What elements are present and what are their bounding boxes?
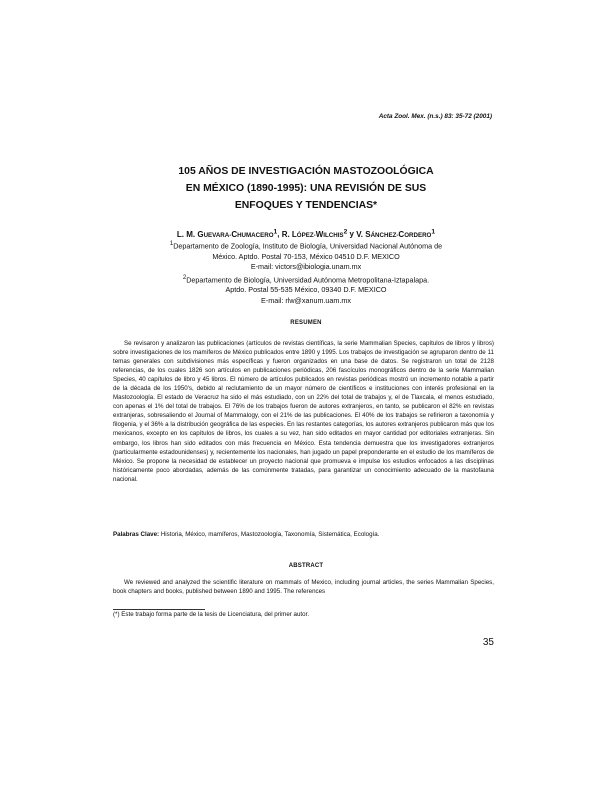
author-2: R. LÓPEZ-WILCHIS$^2$ [281,228,348,239]
abstract-heading: ABSTRACT [288,563,324,569]
keywords-label: Palabras Clave: [113,531,160,538]
title-line: EN MÉXICO (1890-1995): UNA REVISIÓN DE SUS [185,183,427,194]
keywords-value: Historia, México, mamíferos, Mastozoología, Taxonomía, Sistemática, Ecología. [159,531,380,538]
page-number: 35 [482,637,494,648]
affiliation-1-line: $^1$Departamento de Zoología, Instituto de Biología, Universidad Nacional Autónoma de [169,241,443,251]
abstract-paragraph: We reviewed and analyzed the scientific literature on mammals of Mexico, including journal articles, the series Mammalian Species, book chapters and books, published between 1890 and 1995. The references [113,579,494,596]
journal-reference: Acta Zool. Mex. (n.s.) 83: 35-72 (2001) [378,113,492,120]
author-1: L. M. GUEVARA-CHUMACERO$^1$ [176,228,278,239]
author-3: V. SÁNCHEZ-CORDERO$^1$ [356,228,436,239]
title-line: ENFOQUES Y TENDENCIAS* [234,200,378,211]
abstract-body [113,578,494,596]
footnote-rule [113,609,205,610]
author-affiliations [118,239,494,306]
resumen-heading: RESUMEN [290,320,322,326]
affiliation-2-email: E-mail: rlw@xanum.uam.mx [261,295,351,305]
affiliation-1-email: E-mail: victors@ibiologia.unam.mx [250,262,362,272]
affiliation-2-address: Aptdo. Postal 55-535 México, 09340 D.F. MEXICO [225,285,387,295]
resumen-paragraph: Se revisaron y analizaron las publicaciones (artículos de revistas científicas, la serie Mammalian Species, capítulos de libros y libros) sobre investigaciones de los mamíferos de México publicados entre 1890 y 1995. Los trabajos de investigación se agruparon dentro de 11 temas generales con subdivisiones más específicas y fueron organizados en una base de datos. Se registraron un total de 2128 referencias, de los cuales 1826 son artículos en publicaciones periódicas, 206 fascículos monográficos dentro de la serie Mammalian Species, 40 capítulos de libro y 45 libros. El número de artículos publicados en revistas periódicas mostró un incremento notable a partir de la década de los 1950's, debido al reclutamiento de un mayor número de científicos e instituciones con interés profesional en la Mastozoología. El estado de Veracruz ha sido el más estudiado, con un 22% del total de trabajos y, el de Tlaxcala, el menos estudiado, con apenas el 1% del total de trabajos. El 76% de los trabajos fueron de autores extranjeros, en tanto, se publicaron el 82% en revistas extranjeras, sobresaliendo el Journal of Mammalogy, con el 21% de las publicaciones. El 40% de los trabajos se refirieron a taxonomía y filogenia, y el 36% a la distribución geográfica de las especies. En las restantes categorías, los autores extranjeros publicaron más que los mexicanos, excepto en los capítulos de libros, los cuales a su vez, han sido editados en mayor cantidad por editoriales extranjeras. Sin embargo, los libros han sido editados con más frecuencia en México. Esta tendencia demuestra que los investigadores extranjeros (particularmente estadounidenses) y, recientemente los nacionales, han jugado un papel preponderante en el estudio de los mamíferos de México. Se propone la necesidad de establecer un proyecto nacional que promueva e impulse los estudios enfocados a las disciplinas históricamente poco abordadas, además de las comúnmente tratadas, para garantizar un conocimiento adecuado de la mastofauna nacional. [113,340,494,483]
resumen-body [113,339,494,484]
keywords [113,531,494,538]
author-list: L. M. GUEVARA-CHUMACERO$^1$, R. LÓPEZ-WILCHIS$^2$ y V. SÁNCHEZ-CORDERO$^1$ [176,228,436,239]
title-line: 105 AÑOS DE INVESTIGACIÓN MASTOZOOLÓGICA [178,166,434,177]
affiliation-1-address: México. Aptdo. Postal 70-153, México 04510 D.F. MEXICO [212,251,400,261]
footnote: (*) Este trabajo forma parte de la tesis de Licenciatura, del primer autor. [113,611,310,618]
affiliation-2-line: $^2$Departamento de Biología, Universidad Autónoma Metropolitana-Iztapalapa. [182,274,430,284]
article-title [110,163,502,214]
